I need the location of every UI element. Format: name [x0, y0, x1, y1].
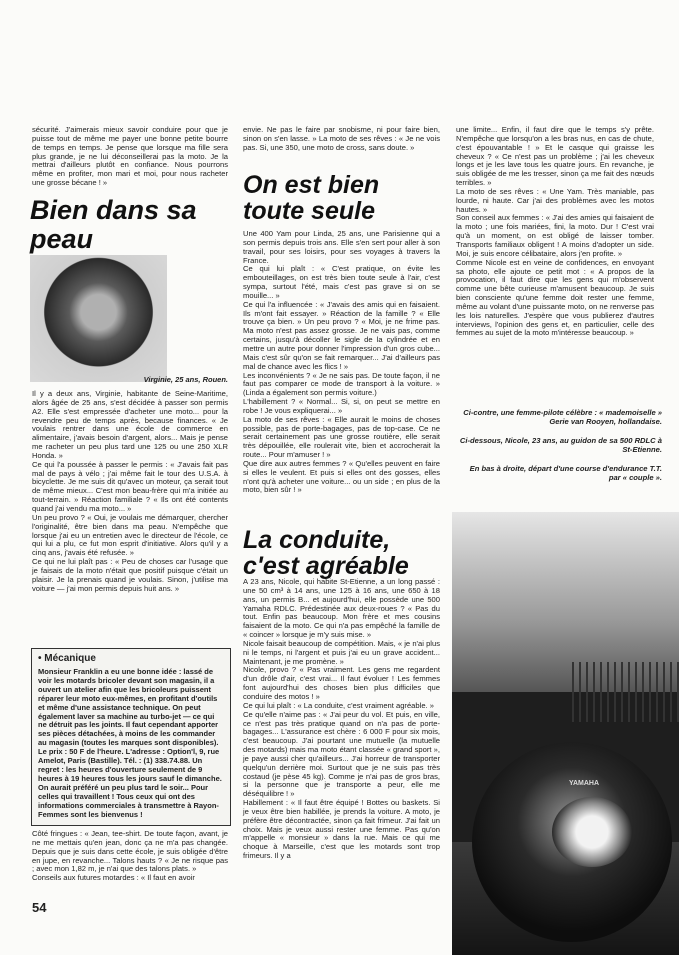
- photo-caption: Virginie, 25 ans, Rouen.: [143, 375, 228, 384]
- paragraph: Ce qui ne lui plaît pas : « Peu de choses car l'usage que je faisais de la moto n'était que positif puisque c'était un plaisir. Je la prenais quand je voulais. Sinon, j'utilise ma voiture — j'ai mon permis depuis huit ans. »: [32, 557, 228, 593]
- heading-bien-dans-sa-peau: Bien dans sa peau: [30, 195, 197, 254]
- paragraph: Conseils aux futures motardes : « Il faut en avoir: [32, 873, 195, 883]
- page-number: 54: [32, 900, 47, 915]
- paragraph: Habillement : « Il faut être équipé ! Bottes ou baskets. Si je veux être bien habillée, je prends la voiture. A moto, je préfère être décontractée, sinon ça fait frimeur. J'ai fait un choix. Mais je veux aussi rester une femme. Pas qu'on m'appelle « monsieur » dans la rue. Mais ce qui me choque à Marseille, c'est que les motards sont trop frimeurs. Il y a: [243, 798, 440, 861]
- col2-intro-text: envie. Ne pas le faire par snobisme, ni pour faire bien, sinon on s'en lasse. » La moto de ses rêves : « Je ne vois pas. Si, une 350, une moto de cross, sans doute. »: [243, 125, 440, 152]
- paragraph: Les inconvénients ? « Je ne sais pas. De toute façon, il ne faut pas comparer ce mode de transport à la voiture. » (Linda a également son permis voiture.): [243, 370, 440, 398]
- column-2-body-1: [243, 230, 440, 495]
- paragraph: Comme Nicole est en veine de confidences, en envoyant sa photo, elle ajoute ce petit mot : « A propos de la provocation, il faut dire que les gens qui m'observent comme une bête curieuse m'amusent beaucoup. Je suis bien consciente qu'une femme doit rester une femme, même au volant d'une puissante moto, on ne renverse pas les lois naturelles. J'espère que vous publierez d'autres interviews, l'opinion des gens et, en particulier, celle des femmes au sujet de la moto m'intéresse beaucoup. »: [456, 257, 654, 338]
- paragraph: A 23 ans, Nicole, qui habite St-Etienne, a un long passé : une 50 cm³ à 14 ans, une 125 à 16 ans, une 650 à 18 ans, un permis B... et aujourd'hui, elle possède une 500 Yamaha RDLC. Prédestinée aux deux-roues ? « Pas du tout. Enfin pas beaucoup. Mon frère et mes cousins faisaient de la moto. Ce qui n'a pas empêché la famille de « coincer » lorsque je m'y suis mise. »: [243, 577, 440, 640]
- paragraph: Ce qui lui plaît : « C'est pratique, on évite les embouteillages, on est très bien toute seule à l'air, c'est sympa, surtout l'été, mais c'est pas grave si on se mouille... »: [243, 264, 440, 300]
- column-1-end: [32, 830, 228, 883]
- col1-intro-text: sécurité. J'aimerais mieux savoir conduire pour que je puisse tout de même me payer une bonne petite bourre de temps en temps. Je pense que lorsque ma fille sera plus grande, je ne lui déconseillerai pas la moto. Je la mettrai d'ailleurs plutôt en confiance. Nous pourrons même en profiter, mon mari et moi, pour nous racheter une grosse bécane ! »: [32, 125, 228, 188]
- column-2-intro: [243, 126, 440, 153]
- paragraph: Un peu provo ? « Oui, je voulais me démarquer, chercher l'originalité, être bien dans ma peau. N'empêche que lorsque j'ai eu un entretien avec le directeur de l'école, ce qui lui a plu, ce fut mon esprit d'initiative. Alors qu'il y a cinq ans, j'avais été refusée. »: [32, 512, 228, 558]
- headlight: [552, 797, 632, 867]
- paragraph: Il y a deux ans, Virginie, habitante de Seine-Maritime, alors âgée de 25 ans, s'est décidée à passer son permis A2. Elle s'est empressée d'acheter une moto... pour la revendre peu de temps après, because finances. « Je voulais rentrer dans une école de commerce en alimentaire, j'avais besoin d'argent, alors... Mais je pense me racheter un peu plus tard une 125 ou une 250 XLR Honda. »: [32, 389, 228, 460]
- caption: Ci-contre, une femme-pilote célèbre : « mademoiselle » Gerie van Rooyen, hollandaise.: [463, 408, 662, 426]
- paragraph: une limite... Enfin, il faut dire que le temps s'y prête. N'empêche que lorsqu'on a les bras nus, en cas de chute, c'est épouvantable ! » Et le casque qui graisse les cheveux ? « Ce n'est pas un problème ; j'ai les cheveux longs et je les lave tous les quatre jours. En revanche, je suis obligée de me les tresser, sinon ça me fait des nœuds terribles. »: [456, 125, 654, 188]
- paragraph: L'habillement ? « Normal... Si, si, on peut se mettre en robe ! Je vous expliquerai... »: [243, 397, 440, 415]
- column-2-body-2: [243, 578, 440, 861]
- paragraph: Nicole faisait beaucoup de compétition. Mais, « je n'ai plus ni le temps, ni l'argent et puis j'ai eu un grave accident... Maintenant, je me promène. »: [243, 638, 440, 666]
- portrait-photo: [30, 255, 167, 382]
- motorcycle-photo: [452, 512, 679, 955]
- mecanique-box-text: Monsieur Franklin a eu une bonne idée : lassé de voir les motards bricoler devant son magasin, il a ouvert un atelier afin que les bricoleurs puissent réparer leur moto eux-mêmes, en profitant d'outils et même d'une assistance technique. On peut également laver sa machine au turbo-jet — ce qui ne détruit pas les joints. Il faut cependant apporter ses pièces détachées, à moins de les commander au magasin (toutes les marques sont disponibles). Le prix : 50 F de l'heure. L'adresse : Option'l, 9, rue Amelot, Paris (Bastille). Tél. : (1) 338.74.88. Un regret : les heures d'ouverture seulement de 9 heures à 19 heures tous les jours sauf le dimanche. On aurait préféré un peu plus tard le soir... Pour celles qui travaillent ! Tous ceux qui ont des informations commerciales à transmettre à Rayon-Femmes sont les bienvenus !: [38, 667, 222, 819]
- paragraph: Ce qui l'a poussée à passer le permis : « J'avais fait pas mal de pays à vélo ; j'ai même fait le tour des U.S.A. à bicyclette. Je me suis dit qu'avec un moteur, ça serait tout de même mieux... C'est mon beau-frère qui m'a initiée au tout-terrain. » Réaction familiale ? « Ils ont été contents quand j'ai vendu ma moto... »: [32, 459, 228, 513]
- caption: Ci-dessous, Nicole, 23 ans, au guidon de sa 500 RDLC à St-Etienne.: [459, 436, 662, 454]
- paragraph: Ce qui lui plaît : « La conduite, c'est vraiment agréable. »: [243, 700, 434, 710]
- paragraph: Que dire aux autres femmes ? « Qu'elles peuvent en faire si elles le veulent. Et puis si elles ont des gosses, elles n'ont qu'à acheter une voiture... ou un side ; en plus de la moto, bien sûr ! »: [243, 458, 440, 495]
- heading-on-est-bien-toute-seule: On est bien toute seule: [243, 171, 380, 225]
- photo-fence: [572, 662, 679, 722]
- column-3-body: [456, 126, 654, 338]
- photo-brand-text: YAMAHA: [568, 780, 600, 787]
- paragraph: La moto de ses rêves : « Elle aurait le moins de choses possible, pas de porte-bagages, pas de top-case. Ce ne serait certainement pas une grosse routière, elle serait très dépouillée, elle roulerait vite, bien et accrocherait la route... Pour m'amuser ! »: [243, 414, 440, 460]
- paragraph: La moto de ses rêves : « Une Yam. Très maniable, pas lourde, ni haute. Car j'ai des problèmes avec les motos hautes. »: [456, 186, 654, 214]
- column-1-intro: [32, 126, 228, 188]
- mecanique-box-title: • Mécanique: [38, 653, 96, 664]
- paragraph: Une 400 Yam pour Linda, 25 ans, une Parisienne qui a son permis depuis trois ans. Elle s'en sert pour aller à son travail, pour ses loisirs, pour ses voyages à travers la France.: [243, 229, 440, 265]
- caption: En bas à droite, départ d'une course d'endurance T.T. par « couple ».: [469, 464, 662, 482]
- paragraph: Son conseil aux femmes : « J'ai des amies qui faisaient de la moto ; une fois mariées, fini, la moto. Dur ! C'est vrai qu'à un moment, on est obligé de laisser tomber. Transports familiaux obligent ! A moins d'adopter un side. Moi, je suis encore célibataire, alors j'en profite. »: [456, 213, 654, 258]
- paragraph: Nicole, provo ? « Pas vraiment. Les gens me regardent d'un drôle d'air, c'est vrai... Il faut évoluer ! Les femmes font aujourd'hui des choses bien plus difficiles que conduire des motos ! »: [243, 665, 440, 701]
- column-1-body: [32, 390, 228, 593]
- paragraph: Ce qui l'a influencée : « J'avais des amis qui en faisaient. Ils m'ont fait essayer. » Réaction de la famille ? « Elle trouve ça bien. » Un peu provo ? « Moi, je ne frime pas. Ma moto n'est pas assez grosse. Je ne vais pas, comme certains, jusqu'à décoller le sigle de la cylindrée et en mettre un autre pour donner l'impression d'un gros cube... Mais c'est sûr qu'on se fait remarquer... J'ai d'ailleurs pas mal de chance avec les flics ! »: [243, 299, 440, 371]
- paragraph: Ce qu'elle n'aime pas : « J'ai peur du vol. Et puis, en ville, ce n'est pas très pratique quand on n'a pas de porte-bagages... L'assurance est chère : 6 000 F pour six mois, c'est beaucoup. J'ai pourtant une mutuelle (la mutuelle des motards) mais ma moto étant classée « grand sport », je paye aussi cher qu'ailleurs... J'ai horreur de transporter quelqu'un derrière moi. Surtout que je ne suis pas très costaud (je pèse 45 kg). Comme je n'ai pas de gros bras, si la personne que je transporte a peur, elle me déséquilibre ! »: [243, 709, 440, 799]
- paragraph: Côté fringues : « Jean, tee-shirt. De toute façon, avant, je ne me mettais qu'en jean, donc ça ne m'a pas changée. Depuis que je suis dans cette école, je suis obligée d'être en jupe, en revanche... Talons hauts ? « Je ne risque pas ; avec mon 1,82 m, je n'ai que des talons plats. »: [32, 829, 228, 874]
- photo-captions: [456, 408, 662, 492]
- heading-la-conduite: La conduite, c'est agréable: [243, 526, 409, 580]
